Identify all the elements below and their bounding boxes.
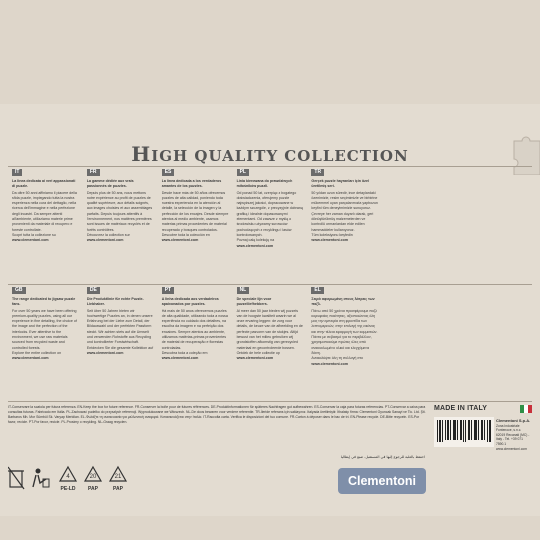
section-fr: FR La gamme dédiée aux vrais passionnés de puzzles. Depuis plus de 50 ans, nous mettons notre expérience au profit de puzzles de qualité supérieure, aux détails soignés, aux images choisies et aux assemblages parfaits. Depuis toujours attentifs à l'environnement, nos matières premières sont issues de matériaux recyclés et de forêts contrôlées. Découvrez la collection sur www.clementoni.com [86, 169, 153, 243]
italy-flag-icon [520, 405, 532, 413]
svg-text:20: 20 [89, 474, 97, 480]
section-it: IT La linea dedicata ai veri appassionati di puzzle. Da oltre 50 anni affiniamo il piacere della sfida puzzle, impiegando tutta la nostra esperienza nella cura del dettaglio, nella ricerca dell'immagine e nella perfezione degli incastri. Da sempre attenti all'ambiente, utilizziamo materie prime provenienti da materiale di recupero e foreste controllate. Scopri tutta la collezione su www.clementoni.com [12, 169, 77, 243]
website-link[interactable]: www.clementoni.com [236, 356, 274, 361]
svg-text:21: 21 [114, 474, 122, 480]
website-link[interactable]: www.clementoni.com [86, 350, 124, 355]
website-link[interactable]: www.clementoni.com [12, 238, 49, 243]
website-link[interactable]: www.clementoni.com [12, 356, 49, 361]
divider [8, 166, 532, 167]
svg-text:PAP: PAP [113, 486, 123, 492]
made-in-label: MADE IN ITALY [434, 405, 488, 412]
page-title: HIGH QUALITY COLLECTION [131, 142, 409, 166]
section-empty [382, 287, 457, 399]
website-link[interactable]: www.clementoni.com [311, 361, 349, 366]
company-address: Clementoni S.p.A. Zona Industriale Fontenoce, s.n.c. 62019 Recanati (MC) - Italy - Tel. +39 071 7590.1 www.clementoni.com [496, 418, 531, 451]
section-gb: GB The range dedicated to jigsaw puzzle fans. For over 50 years we have been offering premium-quality puzzles, using all our experience in fine detailing, the choice of the image and the perfection of the interlocks. Ever attentive to the environment, we use raw materials sourced from recycled waste and controlled forests. Explore the entire collection on www.clementoni.com [12, 287, 77, 361]
section-el: EL Σειρά αφιερωμένη στους λάτρεις των παζλ. Πάνω από 50 χρόνια προσφέρουμε παζλ κορυφαίας ποιότητας, αξιοποιώντας όλη μας την εμπειρία στη φροντίδα των λεπτομερειών, στην επιλογή της εικόνας και στην τέλεια εφαρμογή των κομματιών. Πάντα με σεβασμό για το περιβάλλον, χρησιμοποιούμε πρώτες ύλες από ανακυκλωμένο υλικό και ελεγχόμενα δάση. Ανακαλύψτε όλη τη συλλογή στο www.clementoni.com [311, 287, 378, 366]
section-tr: TR Gerçek puzzle hayranları için özel üretilmiş seri. 50 yıldan uzun süredir, ince detaylardaki özenimizle, resim seçimimizle ve birbirine mükemmel uyan parçalarımızla yapbozun keyfini tüm deneyimimizle sunuyoruz. Çevreye her zaman duyarlı olarak, geri dönüştürülmüş malzemelerden ve kontrollü ormanlardan elde edilen hammaddeler kullanıyoruz. Tüm koleksiyonu keşfedin www.clementoni.com [311, 169, 378, 243]
recycle-bin-icon [8, 467, 24, 489]
recycling-notice: IT-Conservare la scatola per futura referenza. EN-Keep the box for future reference. FR-Conserver la boîte pour de futures références. DE-Produktinformationen für späteres Nachfragen gut aufbewahren. ES-Conservar la caja para futuras referencias. PT-Conservar a caixa para consultas futuras. Fabricado em Itália. PL-Zachować pudełko do przyszłych referencji. Wyprodukowane we Włoszech. NL-De doos bewaren voor verdere referentie. TR-İleride referans için saklayınız. Italyada üretilmiştir. İthalatçı firma: Clementoni Oyuncak Sanayi ve Tic. Ltd. Şti. Barbaros Mh. Mor Sümbül Sk. Varyap Meridian. EL-Φυλάξτε τη συσκευασία για μελλοντική αναφορά. Κατασκευάζεται στην Ιταλία. IT-Raccolta carta. Verifica le disposizioni del tuo comune. FR-Carton à déposer dans le bac de tri. EN-Please recycle. DE-Bitte recyceln. ES-Por favor, recicle. PT-Por favor, recicle. PL-Prosimy o recykling. NL-Graag recyclen. [8, 405, 426, 424]
website-link[interactable]: www.clementoni.com [161, 356, 199, 361]
brand-logo: Clementoni [338, 468, 426, 494]
section-es: ES La línea dedicada a los verdaderos amantes de los puzzles. Desde hace más de 50 años ofrecemos puzzles de alta calidad, poniendo toda nuestra experiencia en la atención al detalle, la selección de la imagen y la perfección de los encajes. Desde siempre atentos al medio ambiente, usamos materias primas procedentes de material recuperado y bosques controlados. Descubre toda la colección en www.clementoni.com [161, 169, 229, 243]
website-link[interactable]: www.clementoni.com [311, 238, 349, 243]
recycling-symbols [8, 463, 158, 499]
section-pt: PT A linha dedicada aos verdadeiros apaixonados por puzzles. Há mais de 50 anos oferecemos puzzles de alta qualidade, utilizando toda a nossa experiência no cuidado dos detalhes, na escolha da imagem e na perfeição dos encaixes. Sempre atentos ao ambiente, utilizamos matérias-primas provenientes de material de recuperação e florestas controladas. Descubra toda a coleção em www.clementoni.com [161, 287, 228, 361]
bottom-band [0, 516, 540, 540]
tidyman-icon [33, 469, 49, 488]
pe-ld-icon [60, 467, 76, 492]
section-empty [382, 169, 457, 281]
section-de: DE Die Produktlinie für echte Puzzle-Liebhaber. Seit über 50 Jahren bieten wir hochwertige Puzzles an, in denen unsere Erfahrung bei der Liebe zum Detail, der Bildauswahl und der perfekten Passform steckt. Wir achten stets auf die Umwelt und verwenden Rohstoffe aus Recycling und kontrollierter Forstwirtschaft. Entdecken Sie die gesamte Kollektion auf www.clementoni.com [86, 287, 154, 355]
made-in-block [434, 405, 532, 451]
section-row-1 [8, 169, 532, 281]
top-image-band [0, 0, 540, 104]
section-nl: NL De speciale lijn voor puzzelliefhebbers. Al meer dan 50 jaar bieden wij puzzels van de hoogste kwaliteit waarin we al onze ervaring leggen: de zorg voor details, de keuze van de afbeelding en de perfecte pasvorm van de stukjes. Altijd bewust van het milieu gebruiken wij grondstoffen afkomstig van gerecycled materiaal en gecontroleerde bossen. Ontdek de hele collectie op www.clementoni.com [236, 287, 303, 361]
arabic-notice: احتفظ بالعلبة للرجوع إليها في المستقبل. صنع في إيطاليا [340, 455, 425, 459]
svg-text:PAP: PAP [88, 486, 98, 492]
title-collection: COLLECTION [284, 147, 409, 165]
section-row-2 [8, 287, 532, 399]
website-link[interactable]: www.clementoni.com [86, 238, 124, 243]
website-link[interactable]: www.clementoni.com [161, 238, 199, 243]
section-pl: PL Linia kierowana do prawdziwych miłośników puzzli. Od ponad 50 lat, czerpiąc z bogatego doświadczenia, oferujemy puzzle najwyższej jakości, dopracowane w każdym szczególe, z precyzyjnie dobraną grafiką i idealnie dopasowanymi elementami. Od zawsze z myślą o środowisku używamy surowców pochodzących z recyklingu i lasów kontrolowanych. Poznaj całą kolekcję na www.clementoni.com [236, 169, 303, 248]
pap-icon [85, 467, 101, 492]
section-empty [457, 169, 532, 281]
website-link[interactable]: www.clementoni.com [236, 243, 274, 248]
divider [8, 401, 532, 402]
pap-icon [110, 467, 126, 492]
svg-text:4: 4 [66, 474, 70, 480]
section-empty [457, 287, 532, 399]
barcode [434, 417, 494, 447]
divider [8, 284, 532, 285]
svg-text:PE-LD: PE-LD [60, 486, 76, 492]
